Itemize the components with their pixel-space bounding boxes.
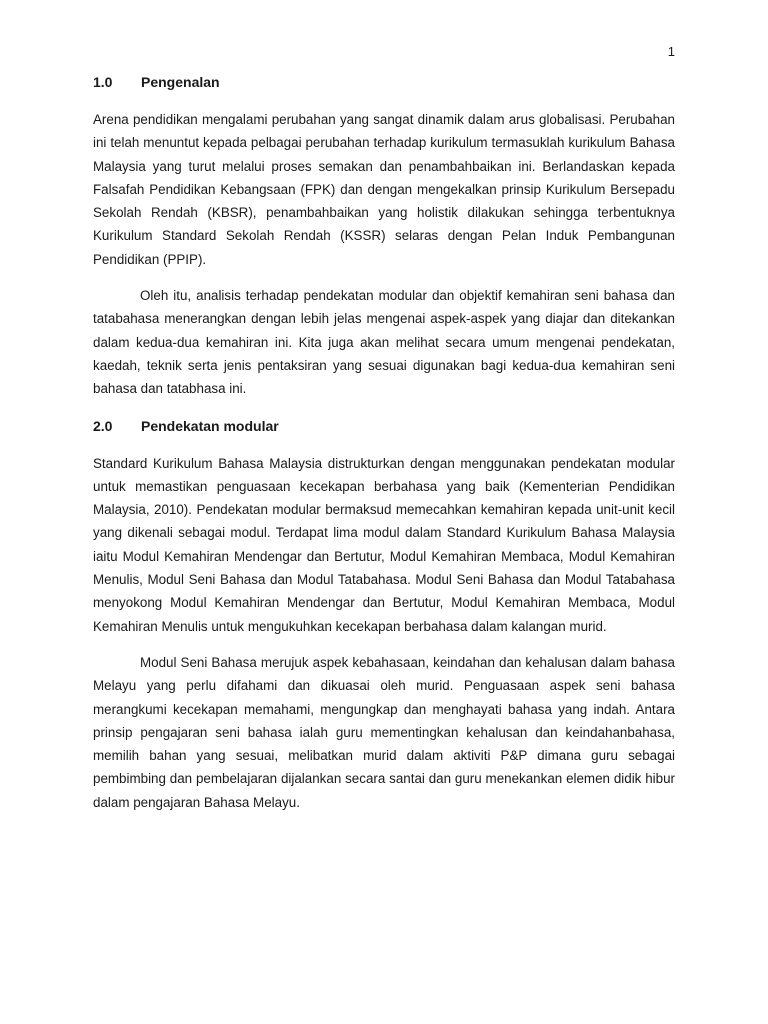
section-number: 2.0 — [93, 417, 113, 434]
page-number: 1 — [667, 44, 675, 59]
section-title: Pendekatan modular — [141, 417, 279, 434]
paragraph: Oleh itu, analisis terhadap pendekatan modular dan objektif kemahiran seni bahasa dan tatabahasa menerangkan dengan lebih jelas mengenai aspek-aspek yang diajar dan ditekankan dalam kedua-dua kemahiran ini. Kita juga akan melihat secara umum mengenai pendekatan, kaedah, teknik serta jenis pentaksiran yang sesuai digunakan bagi kedua-dua kemahiran seni bahasa dan tatabhasa ini. — [93, 288, 675, 397]
paragraph: Arena pendidikan mengalami perubahan yang sangat dinamik dalam arus globalisasi. Perubahan ini telah menuntut kepada pelbagai perubahan terhadap kurikulum termasuklah kurikulum Bahasa Malaysia yang turut melalui proses semakan dan penambahbaikan ini. Berlandaskan kepada Falsafah Pendidikan Kebangsaan (FPK) dan dengan mengekalkan prinsip Kurikulum Bersepadu Sekolah Rendah (KBSR), penambahbaikan yang holistik dilakukan sehingga terbentuknya Kurikulum Standard Sekolah Rendah (KSSR) selaras dengan Pelan Induk Pembangunan Pendidikan (PPIP). — [93, 112, 675, 267]
section-heading-pengenalan — [93, 72, 675, 92]
document-body — [93, 72, 675, 827]
section-number: 1.0 — [93, 74, 113, 90]
section-heading-pendekatan-modular — [93, 416, 675, 436]
paragraph: Standard Kurikulum Bahasa Malaysia distrukturkan dengan menggunakan pendekatan modular untuk memastikan penguasaan kecekapan berbahasa yang baik (Kementerian Pendidikan Malaysia, 2010). Pendekatan modular bermaksud memecahkan kemahiran kepada unit-unit kecil yang dikenali sebagai modul. Terdapat lima modul dalam Standard Kurikulum Bahasa Malaysia iaitu Modul Kemahiran Mendengar dan Bertutur, Modul Kemahiran Membaca, Modul Kemahiran Menulis, Modul Seni Bahasa dan Modul Tatabahasa. Modul Seni Bahasa dan Modul Tatabahasa menyokong Modul Kemahiran Mendengar dan Bertutur, Modul Kemahiran Membaca, Modul Kemahiran Menulis untuk mengukuhkan kecekapan berbahasa dalam kalangan murid. — [93, 455, 675, 634]
paragraph: Modul Seni Bahasa merujuk aspek kebahasaan, keindahan dan kehalusan dalam bahasa Melayu yang perlu difahami dan dikuasai oleh murid. Penguasaan aspek seni bahasa merangkumi kecekapan memahami, mengungkap dan menghayati bahasa yang indah. Antara prinsip pengajaran seni bahasa ialah guru mementingkan kehalusan dan keindahanbahasa, memilih bahan yang sesuai, melibatkan murid dalam aktiviti P&P dimana guru sebagai pembimbing dan pembelajaran dijalankan secara santai dan guru menekankan elemen didik hibur dalam pengajaran Bahasa Melayu. — [93, 654, 675, 810]
section-title: Pengenalan — [141, 74, 220, 90]
